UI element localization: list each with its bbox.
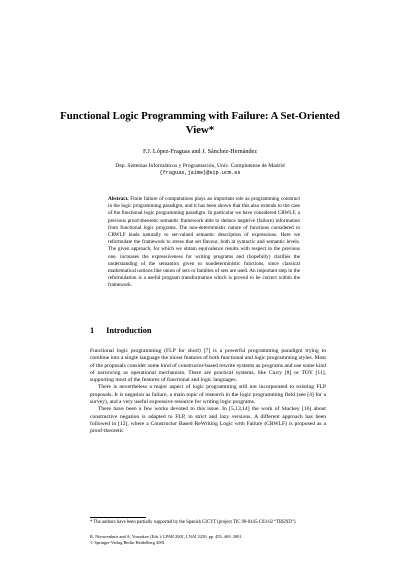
paper-title: Functional Logic Programming with Failure: A Set-Oriented View*: [60, 110, 340, 136]
author-affiliation-block: [40, 163, 360, 178]
footnote: * The authors have been partially supported by the Spanish CICYT (project TIC 98-0445-C03-02 “TREND”).: [90, 520, 297, 525]
copyright-line: © Springer-Verlag Berlin Heidelberg 2001: [90, 540, 165, 545]
author-affiliation: Dep. Sistemas Informáticos y Programación, Univ. Complutense de Madrid: [115, 163, 285, 169]
intro-paragraph-3: There have been a few works devoted to this issue. In [5,13,14] the work of Stuckey [16] about constructive negation is adapted to FLP, in strict and lazy versions. A different approach has been followed in [12], where a Constructor Based ReWriting Logic with Failure (CRWLF) is proposed as a proof-theoretic: [90, 406, 326, 435]
publication-line: R. Nieuwenhuis and A. Voronkov (Eds.): LPAR 2001, LNAI 2250, pp. 455–469, 2001.: [90, 534, 243, 539]
paper-authors: F.J. López-Fraguas and J. Sánchez-Hernández: [142, 148, 258, 155]
intro-paragraph-2: There is nevertheless a major aspect of logic programming still not incorporated to existing FLP proposals. It is negation as failure, a main topic of research in the logic programming field (see [4] for a survey), and a very useful expressive resource for writing logic programs.: [90, 384, 326, 406]
author-email: {fraguas,jaime}@sip.ucm.es: [159, 170, 241, 177]
section-title: Introduction: [106, 326, 152, 335]
introduction-body: [90, 348, 326, 436]
abstract-text: Finite failure of computations plays an important role as programming construct in the logic programming paradigm, and it has been shown that this also extends to the case of the functional logic programming paradigm. In particular we have considered CRWLF, a previous proof-theoretic semantic framework able to deduce negative (failure) information from functional logic programs. The non-deterministic nature of functions considered in CRWLF leads naturally to set-valued semantic description of expressions. Here we reformulate the framework to stress that set flavour, both at syntactic and semantic levels. The given approach, for which we obtain equivalence results with respect to the previous one, increases the expressiveness for writing programs and (hopefully) clarifies the understanding of the semantics given to nondeterministic functions, since classical mathematical notions like union of sets or families of sets are used. An important step in the reformulation is a useful program transformation which is proved to be correct within the framework.: [108, 196, 300, 289]
section-heading: [90, 326, 152, 335]
abstract: [108, 196, 300, 290]
intro-paragraph-1: Functional logic programming (FLP for short) [7] is a powerful programming paradigm trying to combine into a single language the nicest features of both functional and logic programming styles. Most of the proposals consider some kind of constructor-based rewrite systems as programs and use some kind of narrowing as operational mechanism. There are practical systems, like Curry [8] or TOY [11], supporting most of the features of functional and logic languages.: [90, 348, 326, 384]
section-number: 1: [90, 326, 95, 335]
publication-info: [90, 534, 326, 546]
footnote-rule: [90, 517, 146, 518]
abstract-label: Abstract.: [108, 196, 129, 202]
